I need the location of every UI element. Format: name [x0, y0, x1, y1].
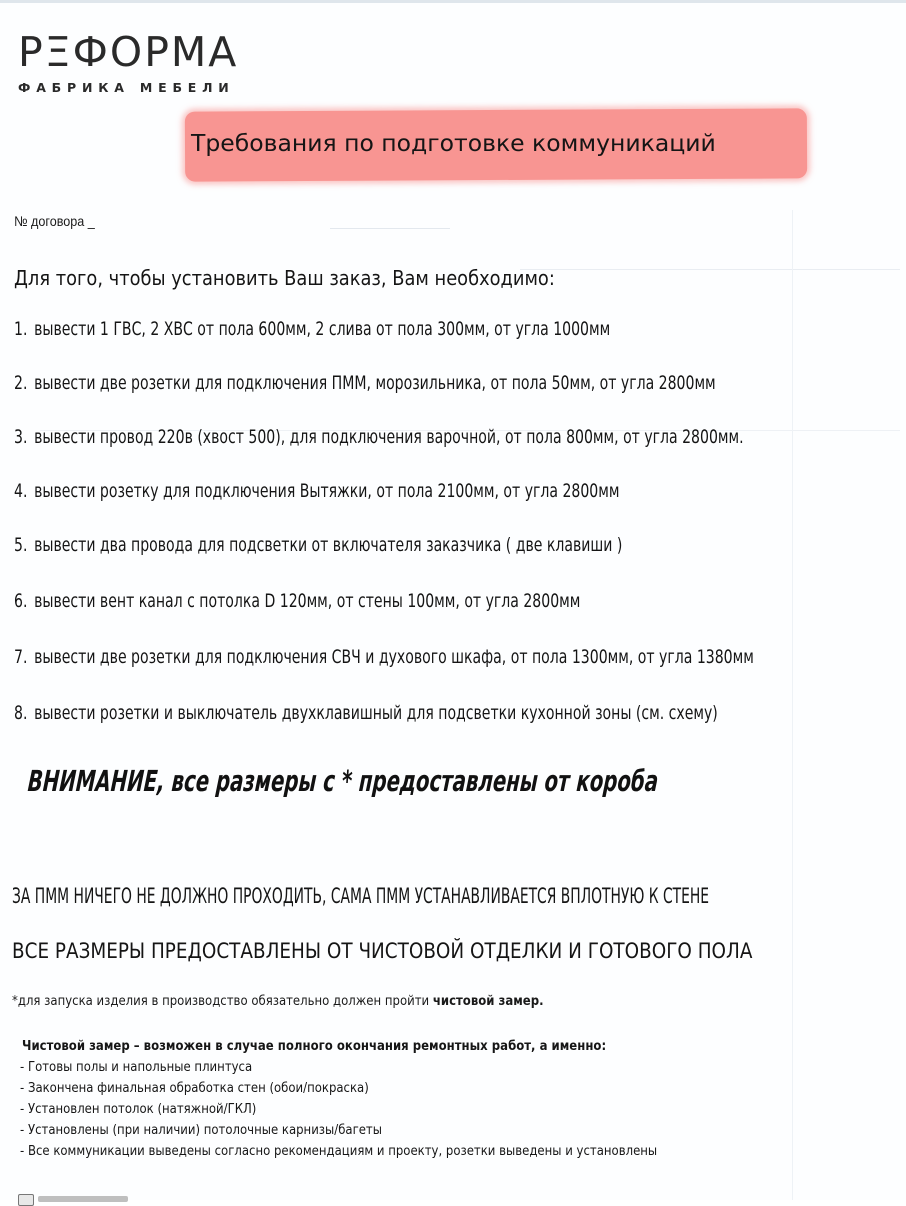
requirement-number: 4. — [14, 480, 28, 502]
requirement-text: вывести розетки и выключатель двухклавишный для подсветки кухонной зоны (см. схему) — [34, 702, 718, 724]
requirement-text: вывести две розетки для подключения СВЧ и духового шкафа, от пола 1300мм, от угла 1380мм — [34, 646, 754, 668]
scan-artifact — [792, 210, 793, 1200]
requirement-item — [14, 590, 580, 612]
scan-edge — [0, 0, 906, 3]
intro-text: Для того, чтобы установить Ваш заказ, Вам необходимо: — [14, 266, 555, 290]
requirement-item — [14, 702, 718, 724]
scan-artifact — [330, 228, 450, 229]
condition-item: - Закончена финальная обработка стен (обои/покраска) — [20, 1081, 369, 1096]
notice-dimensions: ВСЕ РАЗМЕРЫ ПРЕДОСТАВЛЕНЫ ОТ ЧИСТОВОЙ ОТДЕЛКИ И ГОТОВОГО ПОЛА — [12, 939, 753, 964]
condition-item: - Готовы полы и напольные плинтуса — [20, 1060, 253, 1075]
final-measure-title: Чистовой замер – возможен в случае полного окончания ремонтных работ, а именно: — [22, 1039, 607, 1054]
requirement-number: 7. — [14, 646, 28, 668]
contract-number-label: № договора _ — [14, 213, 95, 229]
requirement-item — [14, 372, 716, 394]
requirement-item — [14, 318, 610, 340]
requirement-number: 1. — [14, 318, 28, 340]
footnote-bold: чистовой замер. — [432, 994, 544, 1009]
requirement-item — [14, 480, 619, 502]
requirement-number: 8. — [14, 702, 28, 724]
page-title: Требования по подготовке коммуникаций — [191, 129, 716, 157]
requirement-item — [14, 426, 744, 448]
footnote-text: *для запуска изделия в производство обязательно должен пройти — [12, 994, 433, 1009]
condition-item: - Установлен потолок (натяжной/ГКЛ) — [20, 1102, 257, 1117]
company-logo — [18, 30, 238, 95]
footnote — [12, 994, 544, 1009]
scan-artifact — [520, 269, 900, 270]
requirement-text: вывести два провода для подсветки от включателя заказчика ( две клавиши ) — [34, 534, 623, 556]
requirement-item — [14, 534, 622, 556]
checkbox-icon — [18, 1194, 34, 1206]
notice-dishwasher: ЗА ПММ НИЧЕГО НЕ ДОЛЖНО ПРОХОДИТЬ, САМА ПММ УСТАНАВЛИВАЕТСЯ ВПЛОТНУЮ К СТЕНЕ — [12, 884, 710, 908]
logo-name: РΞФОРМА — [18, 28, 239, 76]
requirement-number: 2. — [14, 372, 28, 394]
logo-subtitle: ФАБРИКА МЕБЕЛИ — [18, 80, 235, 95]
condition-item: - Все коммуникации выведены согласно рекомендациям и проекту, розетки выведены и установлены — [20, 1144, 658, 1159]
requirement-number: 3. — [14, 426, 28, 448]
requirement-text: вывести две розетки для подключения ПММ, морозильника, от пола 50мм, от угла 2800мм — [34, 372, 716, 394]
requirement-number: 5. — [14, 534, 28, 556]
condition-item: - Установлены (при наличии) потолочные карнизы/багеты — [20, 1123, 382, 1138]
warning-text: ВНИМАНИЕ, все размеры с * предоставлены от короба — [26, 764, 660, 798]
requirement-text: вывести провод 220в (хвост 500), для подключения варочной, от пола 800мм, от угла 2800мм. — [34, 426, 744, 448]
requirement-text: вывести 1 ГВС, 2 ХВС от пола 600мм, 2 слива от пола 300мм, от угла 1000мм — [34, 318, 611, 340]
requirement-text: вывести вент канал с потолка D 120мм, от стены 100мм, от угла 2800мм — [34, 590, 581, 612]
requirement-item — [14, 646, 754, 668]
requirement-text: вывести розетку для подключения Вытяжки, от пола 2100мм, от угла 2800мм — [34, 480, 620, 502]
requirement-number: 6. — [14, 590, 28, 612]
cutoff-text — [38, 1196, 128, 1202]
